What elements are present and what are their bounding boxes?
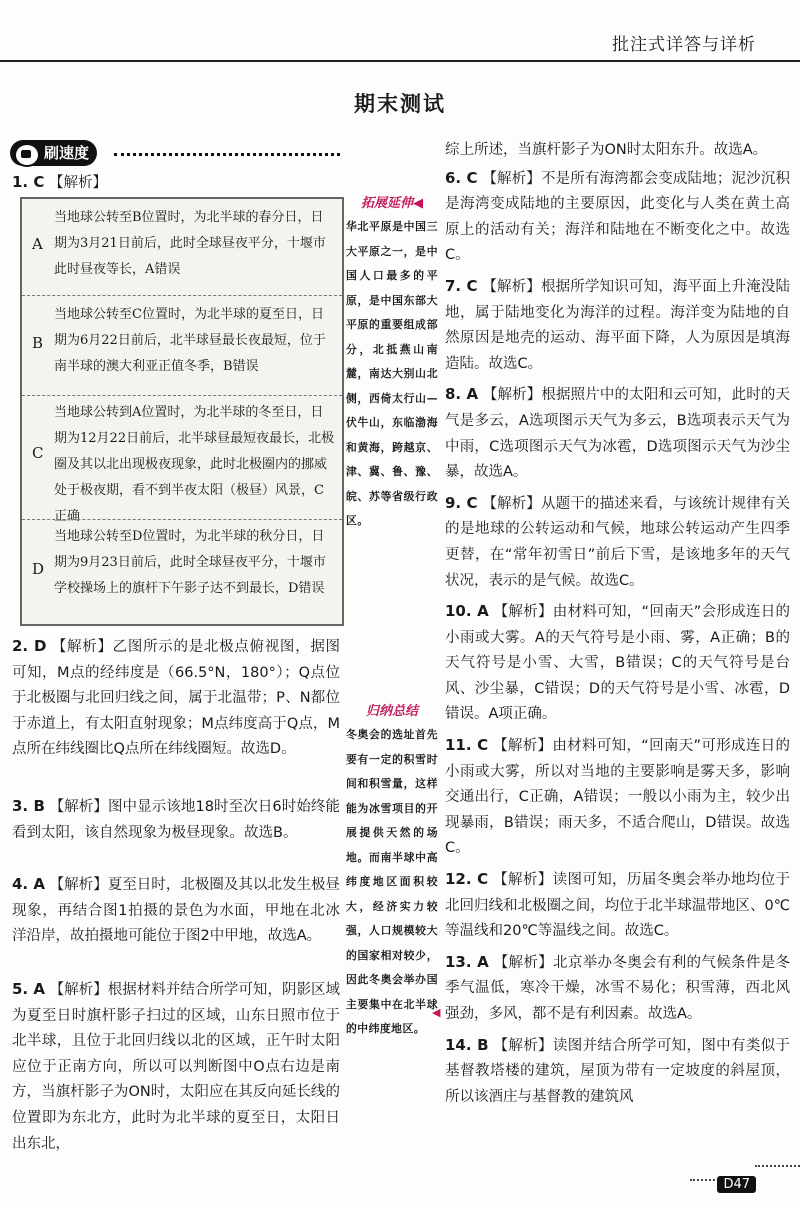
analysis-tag: 【解析】 bbox=[51, 639, 113, 655]
question-text: 由材料可知，“回南天”会形成连日的小雨或大雾。A的天气符号是小雨、雾，A正确；B的天气符号是小雪、大雪，B错误；C的天气符号是台风、沙尘暴，C错误；D的天气符号是小雪、冰雹，D错误。A项正确。 bbox=[445, 604, 791, 723]
question-4 bbox=[12, 872, 340, 950]
question-number: 12. C bbox=[445, 870, 489, 889]
question-number: 10. A bbox=[445, 602, 489, 621]
question-text: 读图可知，历届冬奥会举办地均位于北回归线和北极圈之间，均位于北半球温带地区、0℃等温线和20℃等温线之间。故选C。 bbox=[445, 872, 791, 940]
row-letter: C bbox=[32, 444, 44, 462]
question-number: 14. B bbox=[445, 1035, 489, 1054]
side-note-summary bbox=[346, 700, 441, 1042]
q1-row-c bbox=[22, 395, 342, 524]
question-number: 13. A bbox=[445, 952, 489, 971]
question-number: 6. C bbox=[445, 168, 478, 187]
analysis-tag: 【解析】 bbox=[49, 799, 108, 815]
question-number: 9. C bbox=[445, 493, 478, 512]
row-text: 当地球公转到A位置时，为北半球的冬至日，日期为12月22日前后，北半球昼最短夜最长，北极圈及其以北出现极夜现象，此时北极圈内的挪威处于极夜期，看不到半夜太阳（极昼）风景，C正确 bbox=[54, 405, 335, 524]
side-note-extension bbox=[346, 192, 438, 534]
running-header: 批注式详答与详析 bbox=[612, 35, 756, 55]
question-number: 3. B bbox=[12, 797, 45, 815]
question-5-continued bbox=[445, 138, 790, 164]
arrow-icon: ◀ bbox=[432, 1006, 441, 1019]
question-text: 根据照片中的太阳和云可知，此时的天气是多云，A选项图示天气为多云，B选项表示天气为中雨，C选项图示天气为冰雹，D选项图示天气为沙尘暴，故选A。 bbox=[445, 387, 791, 481]
side-note-title: 拓展延伸 bbox=[360, 196, 413, 211]
analysis-tag: 【解析】 bbox=[493, 872, 553, 889]
banner-pill bbox=[10, 140, 97, 166]
analysis-tag: 【解析】 bbox=[493, 738, 553, 755]
analysis-tag: 【解析】 bbox=[493, 954, 554, 971]
question-8 bbox=[445, 382, 790, 485]
section-banner bbox=[10, 140, 340, 166]
analysis-tag: 【解析】 bbox=[49, 877, 108, 893]
analysis-tag: 【解析】 bbox=[482, 495, 541, 512]
analysis-tag: 【解析】 bbox=[482, 278, 541, 295]
page-title: 期末测试 bbox=[354, 92, 446, 116]
question-text: 根据材料并结合所学可知，阴影区域为夏至日时旗杆影子扫过的区域，山东日照市位于北半球，且位于北回归线以北的区域，正午时太阳应位于正南方向，所以可以判断图中O点右边是南方，当旗杆影子为ON时，太阳应在其反向延长线的位置即为东北方，此时为北半球的夏至日，太阳日出东北， bbox=[12, 982, 341, 1152]
question-text: 读图并结合所学可知，图中有类似于基督教塔楼的建筑，屋顶为带有一定坡度的斜屋顶，所以该酒庄与基督教的建筑风 bbox=[445, 1037, 791, 1105]
question-text: 夏至日时，北极圈及其以北发生极昼现象，再结合图1拍摄的景色为水面，甲地在北冰洋沿岸，故拍摄地可能位于图2中甲地，故选A。 bbox=[12, 877, 341, 945]
right-column bbox=[445, 138, 790, 1110]
question-14 bbox=[445, 1033, 790, 1111]
question-3 bbox=[12, 794, 340, 846]
q1-head bbox=[12, 170, 107, 197]
side-note-body: 冬奥会的选址首先要有一定的积雪时间和积雪量，这样能为冰雪项目的开展提供天然的场地。而南半球中高纬度地区面积较大，经济实力较强，人口规模较大的国家相对较少，因此冬奥会举办国主要集中在北半球的中纬度地区。 bbox=[346, 728, 438, 1035]
arrow-icon: ◀ bbox=[413, 196, 423, 211]
analysis-tag: 【解析】 bbox=[482, 170, 541, 187]
question-text: 乙图所示的是北极点俯视图，据图可知，M点的经纬度是（66.5°N，180°）；Q点位于北极圈与北回归线之间，属于北温带；P、N都位于赤道上，有太阳直射现象；M点纬度高于Q点，M点所在纬线圈比Q点所在纬线圈短。故选D。 bbox=[12, 639, 341, 758]
question-12 bbox=[445, 867, 790, 945]
question-number: 7. C bbox=[445, 276, 478, 295]
q1-number: 1. C bbox=[12, 173, 45, 191]
q1-row-d bbox=[22, 519, 342, 624]
q1-row-b bbox=[22, 295, 342, 396]
q1-tag: 【解析】 bbox=[48, 175, 107, 191]
row-text: 当地球公转至D位置时，为北半球的秋分日，日期为9月23日前后，此时全球昼夜平分，十堰市学校操场上的旗杆下午影子达不到最长，D错误 bbox=[54, 529, 326, 596]
corner-dots bbox=[755, 1165, 800, 1167]
question-11 bbox=[445, 733, 790, 862]
side-note-title: 归纳总结 bbox=[365, 704, 418, 719]
question-6 bbox=[445, 166, 790, 269]
question-number: 8. A bbox=[445, 385, 479, 404]
analysis-tag: 【解析】 bbox=[493, 1037, 553, 1054]
question-13 bbox=[445, 950, 790, 1028]
question-9 bbox=[445, 491, 790, 594]
row-letter: B bbox=[32, 334, 44, 352]
side-note-heading bbox=[346, 700, 438, 719]
question-2 bbox=[12, 634, 340, 763]
question-text: 由材料可知，“回南天”可形成连日的小雨或大雾，所以对当地的主要影响是雾天多，影响交通出行，C正确，A错误；一般以小雨为主，较少出现暴雨，B错误；雨天多，不适合爬山，D错误。故选C。 bbox=[445, 738, 790, 857]
q1-analysis-box bbox=[20, 197, 344, 626]
question-text: 不是所有海湾都会变成陆地；泥沙沉积是海湾变成陆地的主要原因，此变化与人类在黄土高原上的活动有关；海洋和陆地在不断变化之中。故选C。 bbox=[445, 170, 791, 264]
row-letter: A bbox=[32, 235, 43, 253]
row-text: 当地球公转至B位置时，为北半球的春分日，日期为3月21日前后，此时全球昼夜平分，十堰市此时昼夜等长，A错误 bbox=[54, 210, 326, 277]
question-7 bbox=[445, 274, 790, 377]
banner-dots bbox=[114, 153, 340, 156]
side-note-body: 华北平原是中国三大平原之一，是中国人口最多的平原，是中国东部大平原的重要组成部分，北抵燕山南麓，南达大别山北侧，西倚太行山—伏牛山，东临渤海和黄海，跨越京、津、冀、鲁、豫、皖、苏等省级行政区。 bbox=[346, 220, 438, 527]
question-text: 图中显示该地18时至次日6时始终能看到太阳，该自然现象为极昼现象。故选B。 bbox=[12, 799, 341, 841]
page-number: D47 bbox=[717, 1176, 756, 1193]
question-10 bbox=[445, 599, 790, 728]
side-note-heading bbox=[346, 192, 438, 211]
banner-label: 刷速度 bbox=[44, 144, 90, 162]
question-text: 综上所述，当旗杆影子为ON时太阳东升。故选A。 bbox=[445, 142, 768, 158]
book-icon bbox=[14, 143, 40, 167]
row-letter: D bbox=[32, 560, 45, 578]
question-5 bbox=[12, 977, 340, 1157]
question-number: 2. D bbox=[12, 637, 47, 655]
question-text: 从题干的描述来看，与该统计规律有关的是地球的公转运动和气候，地球公转运动产生四季更替，在“常年初雪日”前后下雪，是该地多年的天气状况，表示的是气候。故选C。 bbox=[445, 495, 791, 589]
analysis-tag: 【解析】 bbox=[49, 982, 108, 998]
analysis-tag: 【解析】 bbox=[493, 604, 553, 621]
row-text: 当地球公转至C位置时，为北半球的夏至日，日期为6月22日前后，北半球昼最长夜最短，位于南半球的澳大利亚正值冬季，B错误 bbox=[54, 307, 326, 374]
header-rule bbox=[0, 60, 800, 62]
question-text: 北京举办冬奥会有利的气候条件是冬季气温低，寒冷干燥，冰雪不易化；积雪薄，西北风强劲，多风，都不是有利因素。故选A。 bbox=[445, 954, 791, 1022]
analysis-tag: 【解析】 bbox=[482, 387, 542, 404]
question-number: 5. A bbox=[12, 980, 45, 998]
question-number: 4. A bbox=[12, 875, 45, 893]
q1-row-a bbox=[22, 199, 342, 295]
question-text: 根据所学知识可知，海平面上升淹没陆地，属于陆地变化为海洋的过程。海洋变为陆地的自然原因是地壳的运动、海平面下降，人为原因是填海造陆。故选C。 bbox=[445, 278, 791, 372]
question-number: 11. C bbox=[445, 736, 489, 755]
